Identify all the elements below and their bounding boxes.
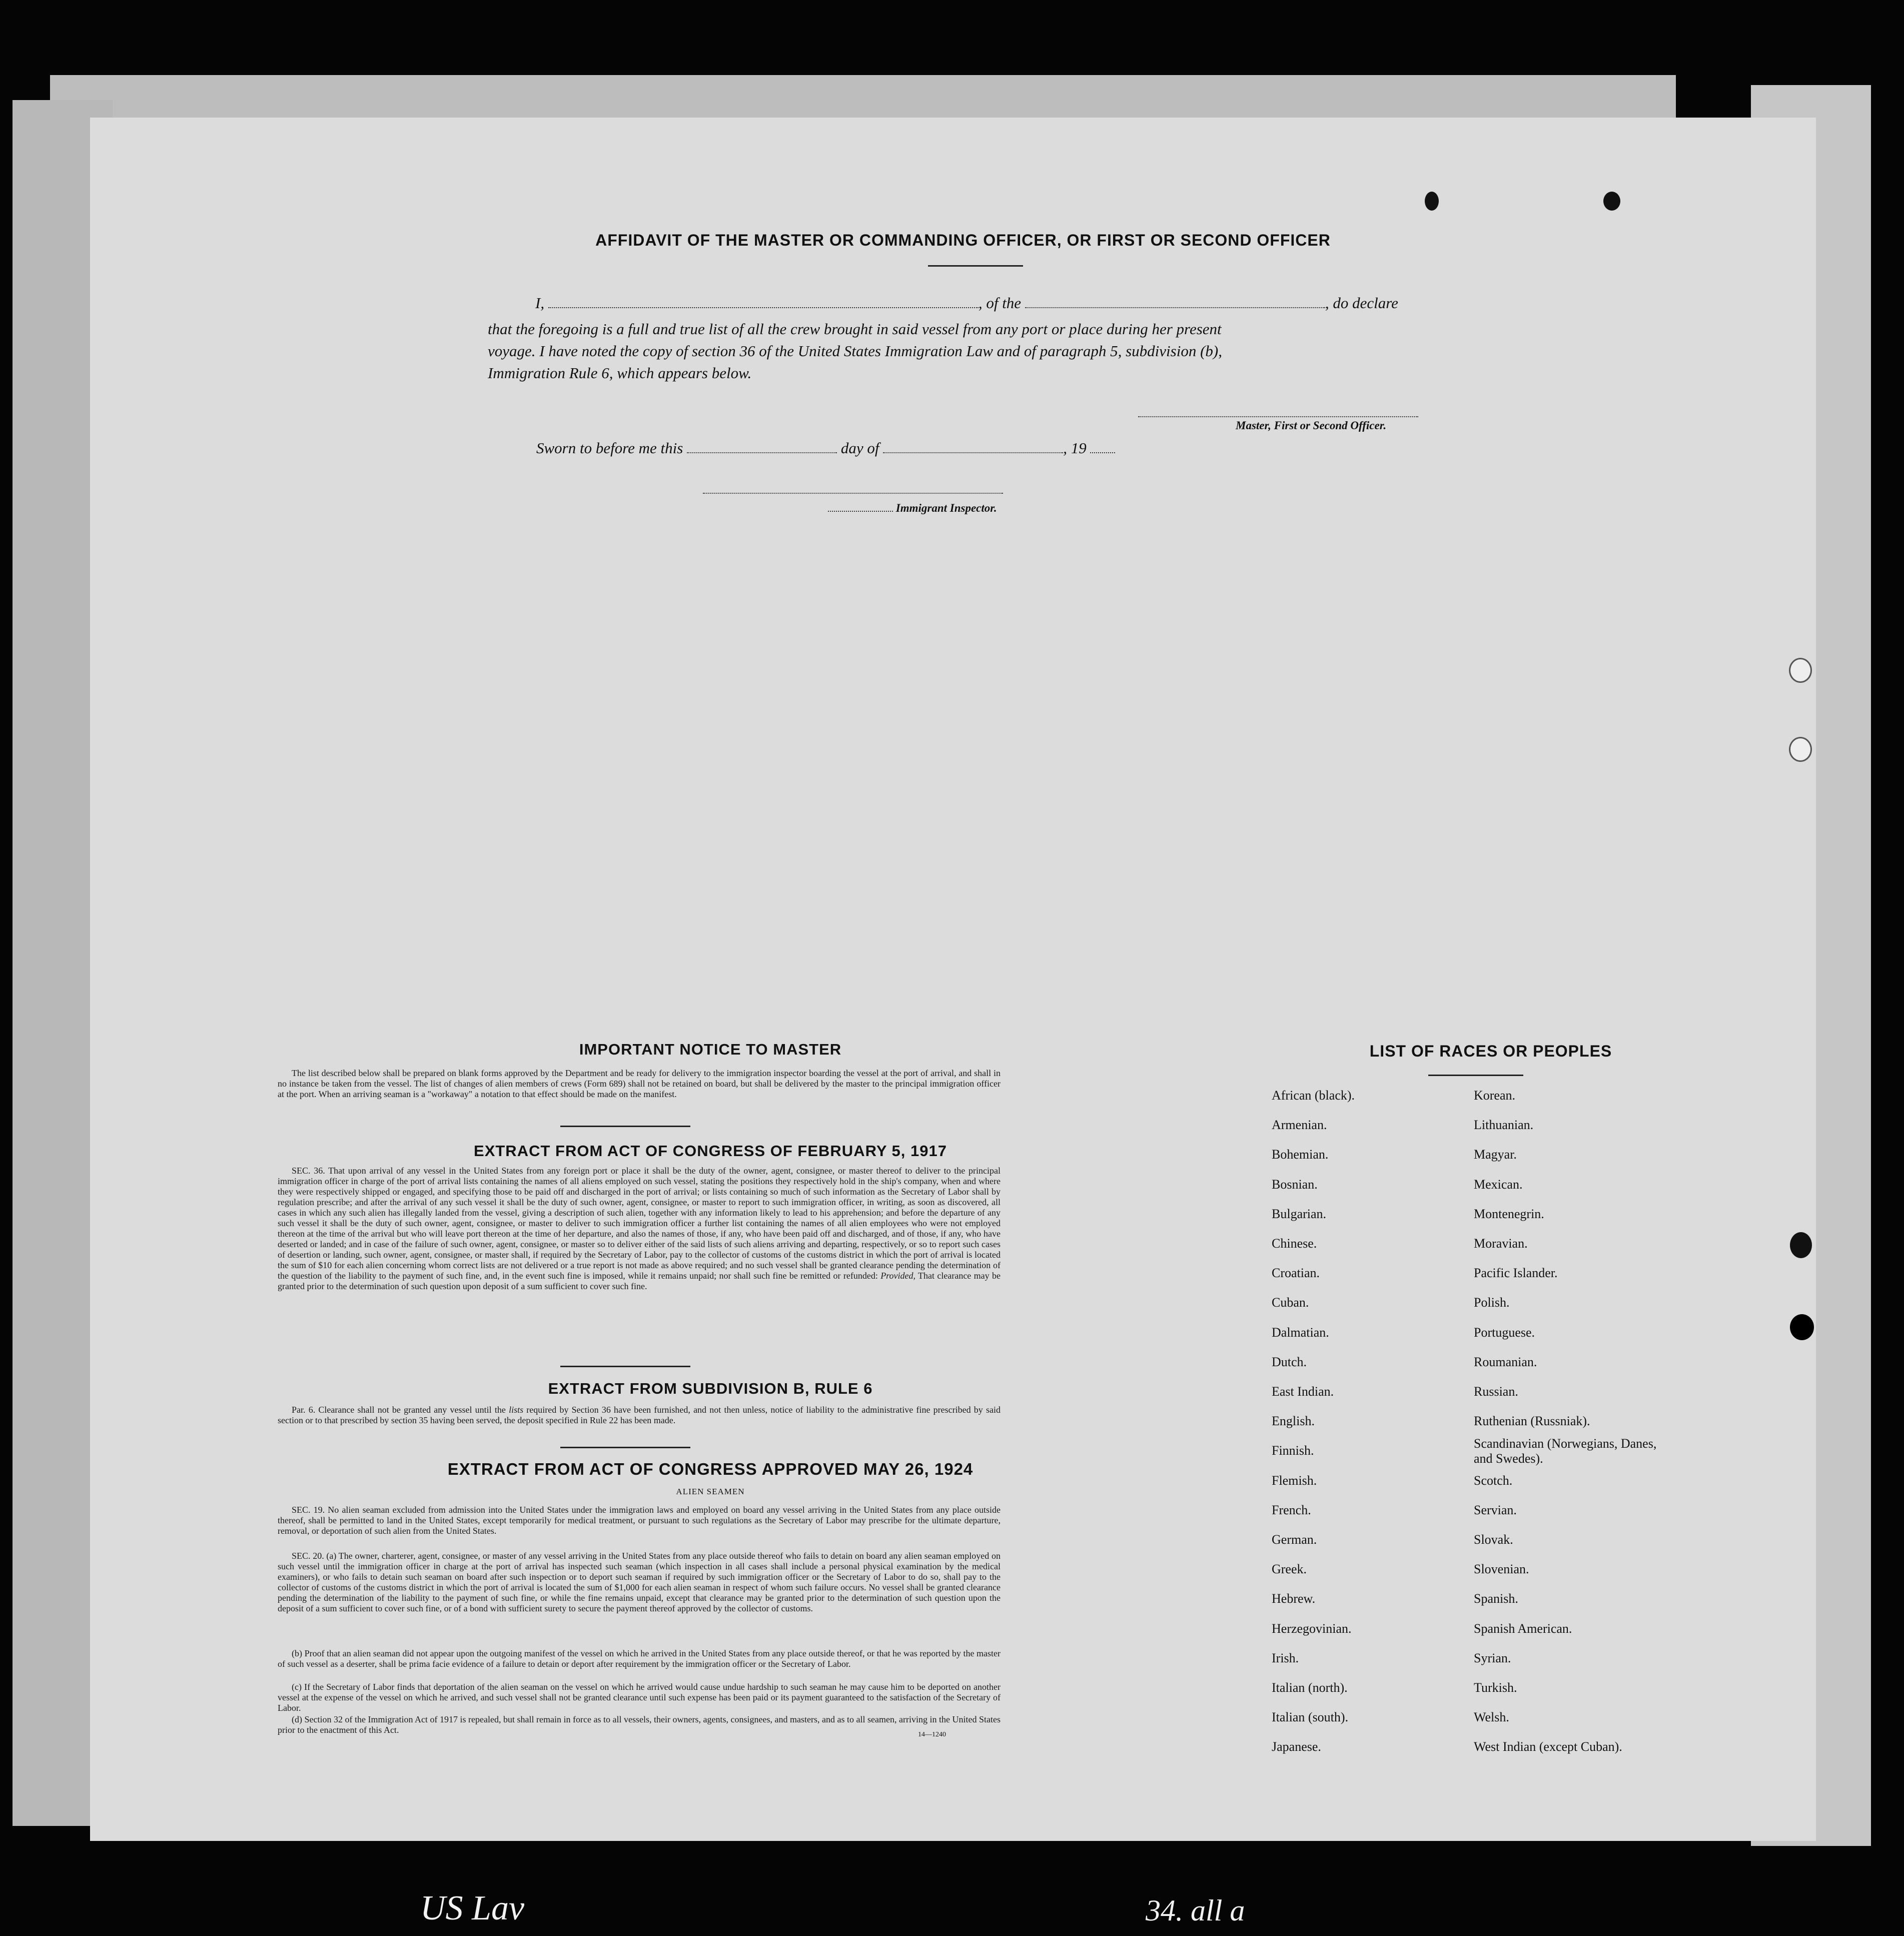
extract-1917-rule [560, 1366, 690, 1367]
affidavit-title-rule [928, 265, 1023, 267]
race-item: Welsh. [1474, 1710, 1509, 1725]
race-item: Roumanian. [1474, 1354, 1537, 1369]
race-item: Scandinavian (Norwegians, Danes, and Swedes). [1474, 1436, 1657, 1466]
signature-label: Master, First or Second Officer. [1236, 419, 1387, 432]
extract-1917-provided: Provided, [880, 1271, 915, 1281]
race-item: French. [1272, 1502, 1311, 1517]
affidavit-of-the: , of the [978, 294, 1022, 312]
sworn-year-blank [1090, 452, 1115, 453]
sworn-year: , 19 [1063, 439, 1087, 457]
sworn-prefix: Sworn to before me this [536, 439, 683, 457]
affidavit-do-declare: , do declare [1325, 294, 1398, 312]
sworn-line [536, 439, 1237, 457]
race-item: Bosnian. [1272, 1177, 1318, 1192]
extract-1924-subtitle: ALIEN SEAMEN [676, 1487, 745, 1496]
race-item: Bulgarian. [1272, 1206, 1327, 1221]
extract-rule6-body: Par. 6. Clearance shall not be granted any vessel until the [292, 1405, 506, 1415]
race-item: Mexican. [1474, 1177, 1523, 1192]
race-item: Pacific Islander. [1474, 1266, 1558, 1281]
race-item: Moravian. [1474, 1236, 1528, 1251]
handwritten-note-left: US Lav [420, 1889, 525, 1927]
extract-1924-sec20a: SEC. 20. (a) The owner, charterer, agent, consignee, or master of any vessel arriving in the United States from any place outside thereof who fails to detain on board any alien seaman employed on such vessel until the immigration officer in charge at the port of arrival has inspected such seaman (which inspection in all cases shall include a personal physical examination by the medical examiners), or who fails to detain such seaman on board after such inspection or to deport such seaman if required by such immigration officer or the Secretary of Labor to do so, shall pay to the collector of customs of the customs district in which the port of arrival is located the sum of $1,000 for each alien seaman in respect of whom such failure occurs. No vessel shall be granted clearance pending the determination of the liability to the payment of such fine, or while the fine remains unpaid, except that clearance may be granted prior to the determination of such question upon the deposit of a sum sufficient to cover such fine, or of a bond with sufficient surety to secure the payment thereof approved by the collector of customs. [278, 1551, 1001, 1613]
race-item: Servian. [1474, 1502, 1517, 1517]
extract-rule6-body-end: required by Section 36 have been furnished, and not then unless, notice of liability to the administrative fine prescribed by said section or to that prescribed by section 35 having been served, the deposit specified in Rule 22 has been made. [278, 1405, 1001, 1425]
punch-hole [1789, 737, 1812, 762]
extract-rule6-rule [560, 1447, 690, 1448]
race-item: Slovenian. [1474, 1562, 1529, 1577]
races-title: LIST OF RACES OR PEOPLES [1369, 1042, 1612, 1060]
extract-rule6-text [278, 1405, 1001, 1426]
race-item: Spanish American. [1474, 1621, 1572, 1636]
race-item: Lithuanian. [1474, 1118, 1534, 1133]
extract-1917-body-end: That clearance may be granted prior to the determination of such question upon deposit of a sum sufficient to cover such fine. [278, 1271, 1001, 1291]
race-item: Irish. [1272, 1650, 1299, 1665]
extract-rule6-lists: lists [509, 1405, 524, 1415]
affidavit-line-1 [535, 294, 1461, 312]
race-item: Russian. [1474, 1384, 1518, 1399]
signature-blank [1138, 416, 1418, 417]
extract-1917-body: SEC. 36. That upon arrival of any vessel in the United States from any foreign port or place it shall be the duty of the owner, agent, consignee, or master thereof to deliver to the principal immigration officer in charge of the port of arrival lists containing the names of all aliens employed on such vessel, stating the positions they respectively hold in the ship's company, when and where they were respectively shipped or engaged, and specifying those to be paid off and discharged in the port of arrival; or lists containing so much of such information as the Secretary of Labor shall by regulation prescribe; and after the arrival of any such vessel it shall be the duty of such owner, agent, consignee, or master to report to such immigration officer, in writing, as soon as discovered, all cases in which any such alien has illegally landed from the vessel, giving a description of such alien, together with any information likely to lead to his apprehension; and before the departure of any such vessel it shall be the duty of such owner, agent, consignee, or master to deliver to such immigration officer a further list containing the names of all alien employees who were not employed thereon at the time of the arrival but who will leave port thereon at the time of her departure, and also the names of those, if any, who have been paid off and discharged, and of those, if any, who have deserted or landed; and in case of the failure of such owner, agent, consignee, or master so to deliver either of the said lists of such aliens arriving and departing, respectively, or so to report such cases of desertion or landing, such owner, agent, consignee, or master shall, if required by the Secretary of Labor, pay to the collector of customs of the customs district in which the port of arrival is located the sum of $10 for each alien concerning whom correct lists are not delivered or a true report is not made as above required; and no such vessel shall be granted clearance pending the determination of the question of the liability to the payment of such fine, and, in the event such fine is imposed, while it remains unpaid; nor shall such fine be remitted or refunded: [278, 1166, 1001, 1281]
vessel-blank [1025, 307, 1325, 308]
race-item: Dutch. [1272, 1354, 1307, 1369]
inspector-blank [703, 493, 1003, 494]
notice-rule [560, 1126, 690, 1127]
race-item: Syrian. [1474, 1650, 1511, 1665]
race-item: West Indian (except Cuban). [1474, 1739, 1622, 1754]
race-item: Scotch. [1474, 1473, 1513, 1488]
race-item: German. [1272, 1532, 1317, 1547]
race-item: Ruthenian (Russniak). [1474, 1414, 1590, 1429]
punch-hole [1790, 1232, 1812, 1258]
races-title-rule [1428, 1075, 1523, 1076]
race-item: Magyar. [1474, 1147, 1517, 1162]
race-item: Hebrew. [1272, 1591, 1316, 1606]
race-item: Korean. [1474, 1088, 1516, 1103]
affidavit-line-3: voyage. I have noted the copy of section 36 of the United States Immigration Law and of paragraph 5, subdivision (b), [488, 342, 1222, 360]
race-item: African (black). [1272, 1088, 1355, 1103]
affidavit-line-2: that the foregoing is a full and true list of all the crew brought in said vessel from any port or place during her present [488, 320, 1222, 338]
race-item: Finnish. [1272, 1443, 1314, 1458]
race-item: Spanish. [1474, 1591, 1518, 1606]
race-item: Portuguese. [1474, 1325, 1535, 1340]
race-item: English. [1272, 1414, 1315, 1429]
punch-hole [1789, 658, 1812, 683]
extract-1924-sec19: SEC. 19. No alien seaman excluded from admission into the United States under the immigration laws and employed on board any vessel arriving in the United States from any place outside thereof, shall be permitted to land in the United States, except temporarily for medical treatment, or pursuant to such regulations as the Secretary of Labor may prescribe for the ultimate departure, removal, or deportation of such alien from the United States. [278, 1505, 1001, 1536]
sworn-day-blank [687, 452, 837, 453]
sworn-month-blank [883, 452, 1063, 453]
race-item: Bohemian. [1272, 1147, 1329, 1162]
race-item: Montenegrin. [1474, 1206, 1544, 1221]
extract-1917-text [278, 1166, 1001, 1292]
race-item: Herzegovinian. [1272, 1621, 1352, 1636]
extract-1924-sec20c: (c) If the Secretary of Labor finds that deportation of the alien seaman on the vessel on which he arrived would cause undue hardship to such seaman he may cause him to be deported on another vessel at the expense of the vessel on which he arrived, and such vessel shall not be granted clearance until such expense has been paid or its payment guaranteed to the satisfaction of the Secretary of Labor. [278, 1682, 1001, 1713]
race-item: Polish. [1474, 1295, 1510, 1310]
extract-1924-sec20d: (d) Section 32 of the Immigration Act of 1917 is repealed, but shall remain in force as to all vessels, their owners, agents, consignees, and masters, and as to all seamen, arriving in the United States prior to the enactment of this Act. [278, 1714, 1001, 1735]
sworn-day-of: day of [840, 439, 879, 457]
extract-1917-title: EXTRACT FROM ACT OF CONGRESS OF FEBRUARY 5, 1917 [474, 1142, 947, 1160]
handwritten-note-right: 34. all a [1146, 1894, 1245, 1927]
race-item: Italian (north). [1272, 1680, 1348, 1695]
form-number: 14—1240 [918, 1731, 946, 1738]
name-blank [548, 307, 979, 308]
race-item: Greek. [1272, 1562, 1307, 1577]
race-item: Armenian. [1272, 1118, 1327, 1133]
inspector-line [828, 502, 997, 515]
race-item: Croatian. [1272, 1266, 1320, 1281]
affidavit-title: AFFIDAVIT OF THE MASTER OR COMMANDING OFFICER, OR FIRST OR SECOND OFFICER [595, 231, 1331, 249]
inspector-short-blank [828, 511, 893, 512]
race-item: Chinese. [1272, 1236, 1317, 1251]
notice-title: IMPORTANT NOTICE TO MASTER [579, 1041, 842, 1058]
punch-hole [1790, 1314, 1814, 1340]
race-item: Japanese. [1272, 1739, 1321, 1754]
race-item: Flemish. [1272, 1473, 1317, 1488]
extract-1924-title: EXTRACT FROM ACT OF CONGRESS APPROVED MAY 26, 1924 [447, 1460, 974, 1478]
race-item: Turkish. [1474, 1680, 1517, 1695]
race-item: East Indian. [1272, 1384, 1334, 1399]
race-item: Cuban. [1272, 1295, 1309, 1310]
notice-text: The list described below shall be prepared on blank forms approved by the Department and be ready for delivery to the immigration inspector boarding the vessel at the port of arrival, and shall in no instance be taken from the vessel. The list of changes of alien members of crews (Form 689) shall not be retained on board, but shall be delivered by the master to the principal immigration officer at the port. When an arriving seaman is a "workaway" a notation to that effect should be made on the manifest. [278, 1068, 1001, 1099]
punch-hole [1603, 192, 1620, 211]
affidavit-line-4: Immigration Rule 6, which appears below. [488, 364, 752, 382]
race-item: Dalmatian. [1272, 1325, 1329, 1340]
inspector-label: Immigrant Inspector. [895, 502, 997, 514]
race-item: Slovak. [1474, 1532, 1513, 1547]
punch-hole [1425, 192, 1439, 211]
extract-rule6-title: EXTRACT FROM SUBDIVISION B, RULE 6 [548, 1380, 873, 1397]
extract-1924-sec20b: (b) Proof that an alien seaman did not appear upon the outgoing manifest of the vessel on which he arrived in the United States from any place outside thereof, or that he was reported by the master of such vessel as a deserter, shall be prima facie evidence of a failure to detain or deport after requirement by the immigration officer or the Secretary of Labor. [278, 1648, 1001, 1669]
race-item: Italian (south). [1272, 1710, 1349, 1725]
affidavit-i: I, [535, 294, 545, 312]
